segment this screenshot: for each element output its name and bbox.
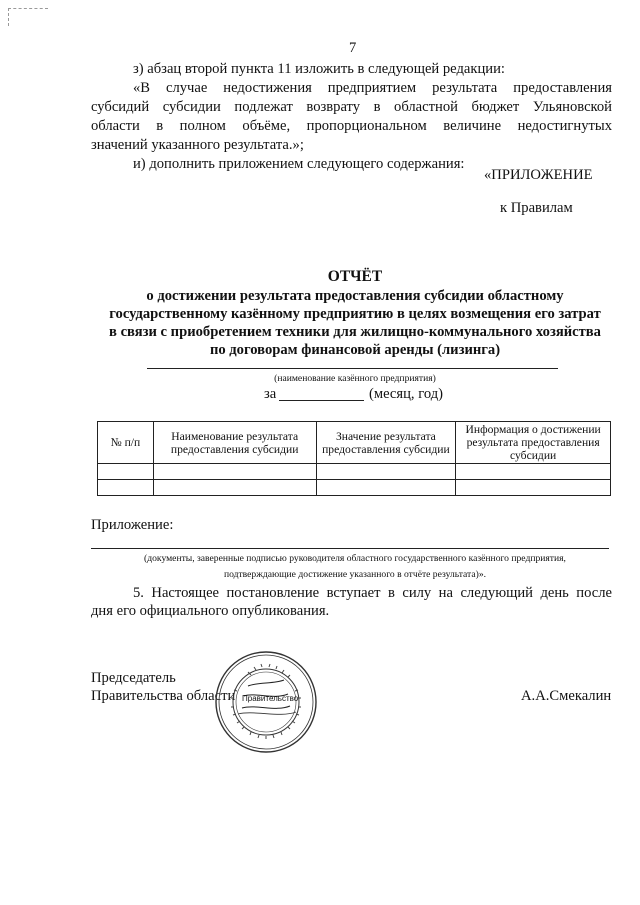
attachment-caption-1: (документы, заверенные подписью руководителя областного государственного казённого предприятия, xyxy=(144,553,566,564)
quote-line-4: значений указанного результата.»; xyxy=(91,137,304,153)
period-suffix: (месяц, год) xyxy=(369,386,444,402)
table-cell xyxy=(98,480,154,496)
quote-line-2: субсидий субсидии подлежат возврату в областной бюджет Ульяновской xyxy=(91,99,612,115)
official-seal xyxy=(214,650,318,754)
enterprise-name-line xyxy=(147,368,558,369)
table-cell xyxy=(153,464,316,480)
table-row xyxy=(98,464,611,480)
table-cell xyxy=(456,480,611,496)
attachment-line xyxy=(91,548,609,549)
paragraph-5-line-2: дня его официального опубликования. xyxy=(91,603,330,619)
header-achievement-info: Информация о достижении результата предоставления субсидии xyxy=(456,422,611,464)
table-cell xyxy=(456,464,611,480)
header-result-name: Наименование результата предоставления субсидии xyxy=(153,422,316,464)
attachment-label: Приложение: xyxy=(91,517,174,533)
table-cell xyxy=(98,464,154,480)
seal-label: Правительство xyxy=(242,694,299,703)
period-blank-line xyxy=(279,400,364,401)
quote-line-1: «В случае недостижения предприятием результата предоставления xyxy=(133,80,612,96)
signatory-position-1: Председатель xyxy=(91,670,176,686)
table-cell xyxy=(316,464,456,480)
report-heading-1: о достижении результата предоставления субсидии областному xyxy=(146,288,564,304)
paragraph-i: и) дополнить приложением следующего содержания: xyxy=(133,156,465,172)
report-table xyxy=(97,421,611,496)
page-number: 7 xyxy=(349,40,357,56)
report-title: ОТЧЁТ xyxy=(327,268,383,285)
appendix-title: «ПРИЛОЖЕНИЕ xyxy=(484,167,593,183)
report-heading-4: по договорам финансовой аренды (лизинга) xyxy=(209,342,501,358)
paragraph-5-line-1: 5. Настоящее постановление вступает в силу на следующий день после xyxy=(133,585,612,601)
header-number: № п/п xyxy=(98,422,154,464)
report-heading-3: в связи с приобретением техники для жилищно-коммунального хозяйства xyxy=(109,324,601,340)
signatory-name: А.А.Смекалин xyxy=(521,688,612,704)
table-row xyxy=(98,480,611,496)
table-header-row xyxy=(98,422,611,464)
enterprise-caption: (наименование казённого предприятия) xyxy=(274,373,436,384)
table-cell xyxy=(316,480,456,496)
signatory-position-2: Правительства области xyxy=(91,688,236,704)
scan-corner-mark xyxy=(8,8,48,9)
appendix-subtitle: к Правилам xyxy=(500,200,573,216)
period-prefix: за xyxy=(264,386,277,402)
table-cell xyxy=(153,480,316,496)
paragraph-z: з) абзац второй пункта 11 изложить в следующей редакции: xyxy=(133,61,505,77)
report-heading-2: государственному казённому предприятию в целях возмещения его затрат xyxy=(109,306,601,322)
attachment-caption-2: подтверждающие достижение указанного в отчёте результата)». xyxy=(223,569,487,580)
header-result-value: Значение результата предоставления субсидии xyxy=(316,422,456,464)
quote-line-3: области в полном объёме, пропорциональном величине недостигнутых xyxy=(91,118,612,134)
scan-corner-mark-vertical xyxy=(8,8,9,26)
